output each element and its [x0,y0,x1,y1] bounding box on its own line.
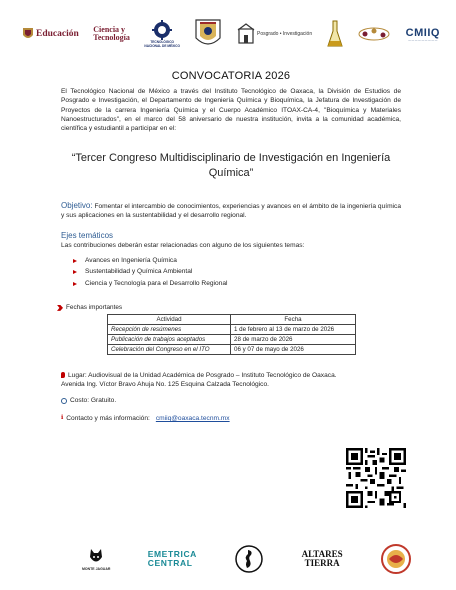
info-icon: ℹ [61,415,64,422]
cmiiq-text: CMIIQ [405,26,440,39]
gear-icon [152,20,172,40]
tecnm-line2: NACIONAL DE MÉXICO [144,44,180,48]
date-cell: 28 de marzo de 2026 [231,334,356,344]
molecule-icon [357,25,391,43]
activity-cell: Publicación de trabajos aceptados [108,334,231,344]
lugar-line2: Avenida Ing. Víctor Bravo Ahuja No. 125 Esquina Calzada Tecnológico. [61,380,269,388]
lugar-row [61,371,401,380]
table-row [108,344,356,354]
column-header-fecha: Fecha [231,314,356,324]
bioquimica-logo [327,19,343,49]
building-icon [237,23,255,45]
chevron-right-icon [57,305,63,311]
list-item [73,278,401,290]
ito-shield-logo [194,18,222,50]
table-row [108,324,356,334]
tecnm-line1: TECNOLÓGICO [150,40,175,44]
list-item [73,255,401,267]
ciencia-line1: Ciencia y [93,25,126,34]
educacion-text: Educación [36,29,79,39]
header-logo-strip [22,14,440,54]
jaguar-text: MONTE JAGUAR [82,567,111,571]
contacto-label: Contacto y más información: [66,415,150,423]
shield-icon [22,27,34,41]
flask-icon [327,19,343,49]
bullet-icon [73,259,77,263]
badge-icon [380,543,412,575]
intro-paragraph: El Tecnológico Nacional de México a través del Instituto Tecnológico de Oaxaca, la División de Estudios de Posgrado e Investigación, el Departamento de Ingeniería Química y Bioquímica, la Jefatura de Investigación de Proyectos de la carrera Ingeniería Química y el Cuerpo Académico ITOAX-CA-4, "Bioquímica y Materiales Nanoestructurados", en el marco del 58 aniversario de nuestra institución, invita a la comunidad académica, científica y estudiantil a participar en el: [61,88,401,133]
table-row [108,334,356,344]
date-cell: 06 y 07 de mayo de 2026 [231,344,356,354]
fechas-title: Fechas importantes [66,304,123,312]
page-title: CONVOCATORIA 2026 [171,70,291,82]
dates-table [107,314,356,355]
materiales-logo [357,25,391,43]
qr-code-image [346,448,406,508]
sea-horse-logo [234,544,264,574]
monte-jaguar-logo [82,547,110,571]
list-item [73,266,401,278]
emetrica-line2: CENTRAL [147,558,193,568]
objective-paragraph [61,201,401,220]
ciencia-tecnologia-logo [93,26,130,42]
seahorse-icon [234,544,264,574]
date-cell: 1 de febrero al 13 de marzo de 2026 [231,324,356,334]
ejes-subtitle: Las contribuciones deberán estar relacionadas con alguno de los siguientes temas: [61,241,305,249]
fechas-heading [57,303,401,312]
bullet-icon [73,282,77,286]
topic-label: Ciencia y Tecnología para el Desarrollo Regional [85,279,228,287]
contacto-row [61,414,401,423]
objective-text: Fomentar el intercambio de conocimientos, experiencias y avances en el ámbito de la ingeniería química y sus aplicaciones en la sustentabilidad y el desarrollo regional. [61,203,401,220]
lugar-line1: Lugar: Audiovisual de la Unidad Académica de Posgrado – Instituto Tecnológico de Oaxaca. [68,371,337,379]
contact-email-link[interactable]: cmiiq@oaxaca.tecnm.mx [155,415,230,423]
altares-line1: ALTARES [301,549,343,559]
costo-row [61,396,401,405]
activity-cell: Celebración del Congreso en el ITO [108,344,231,354]
topic-label: Sustentabilidad y Química Ambiental [85,268,193,276]
footer-logo-strip [82,540,412,578]
document-body [61,72,401,423]
posgrado-logo [237,23,312,45]
emetrica-line1: EMETRICA [147,549,197,559]
altares-tierra-logo [302,550,343,568]
ciencia-line2: Tecnología [93,33,130,42]
cmiiq-logo [406,27,440,42]
ito-shield-icon [194,18,222,50]
objective-label: Objetivo: [61,201,93,211]
topics-list [73,255,401,290]
event-name: “Tercer Congreso Multidisciplinario de Investigación en Ingeniería Química” [71,152,391,180]
altares-line2: TIERRA [304,558,340,568]
activity-cell: Recepción de resúmenes [108,324,231,334]
costo-text: Costo: Gratuito. [70,396,117,404]
fechas-section [57,303,401,354]
cmiiq-underline: — — — — — — — — — [408,38,438,42]
posgrado-text: Posgrado • Investigación [256,31,313,37]
circular-red-logo [380,543,412,575]
column-header-actividad: Actividad [108,314,231,324]
bullet-icon [73,270,77,274]
lugar-block [61,371,401,424]
table-header-row [108,314,356,324]
emetrica-logo [148,550,197,568]
location-pin-icon [61,372,65,378]
topic-label: Avances en Ingeniería Química [85,256,177,264]
tecnm-logo [144,20,180,48]
educacion-logo [22,27,79,41]
coin-icon [61,398,67,404]
ejes-title: Ejes temáticos [61,230,114,240]
jaguar-icon [88,547,104,567]
